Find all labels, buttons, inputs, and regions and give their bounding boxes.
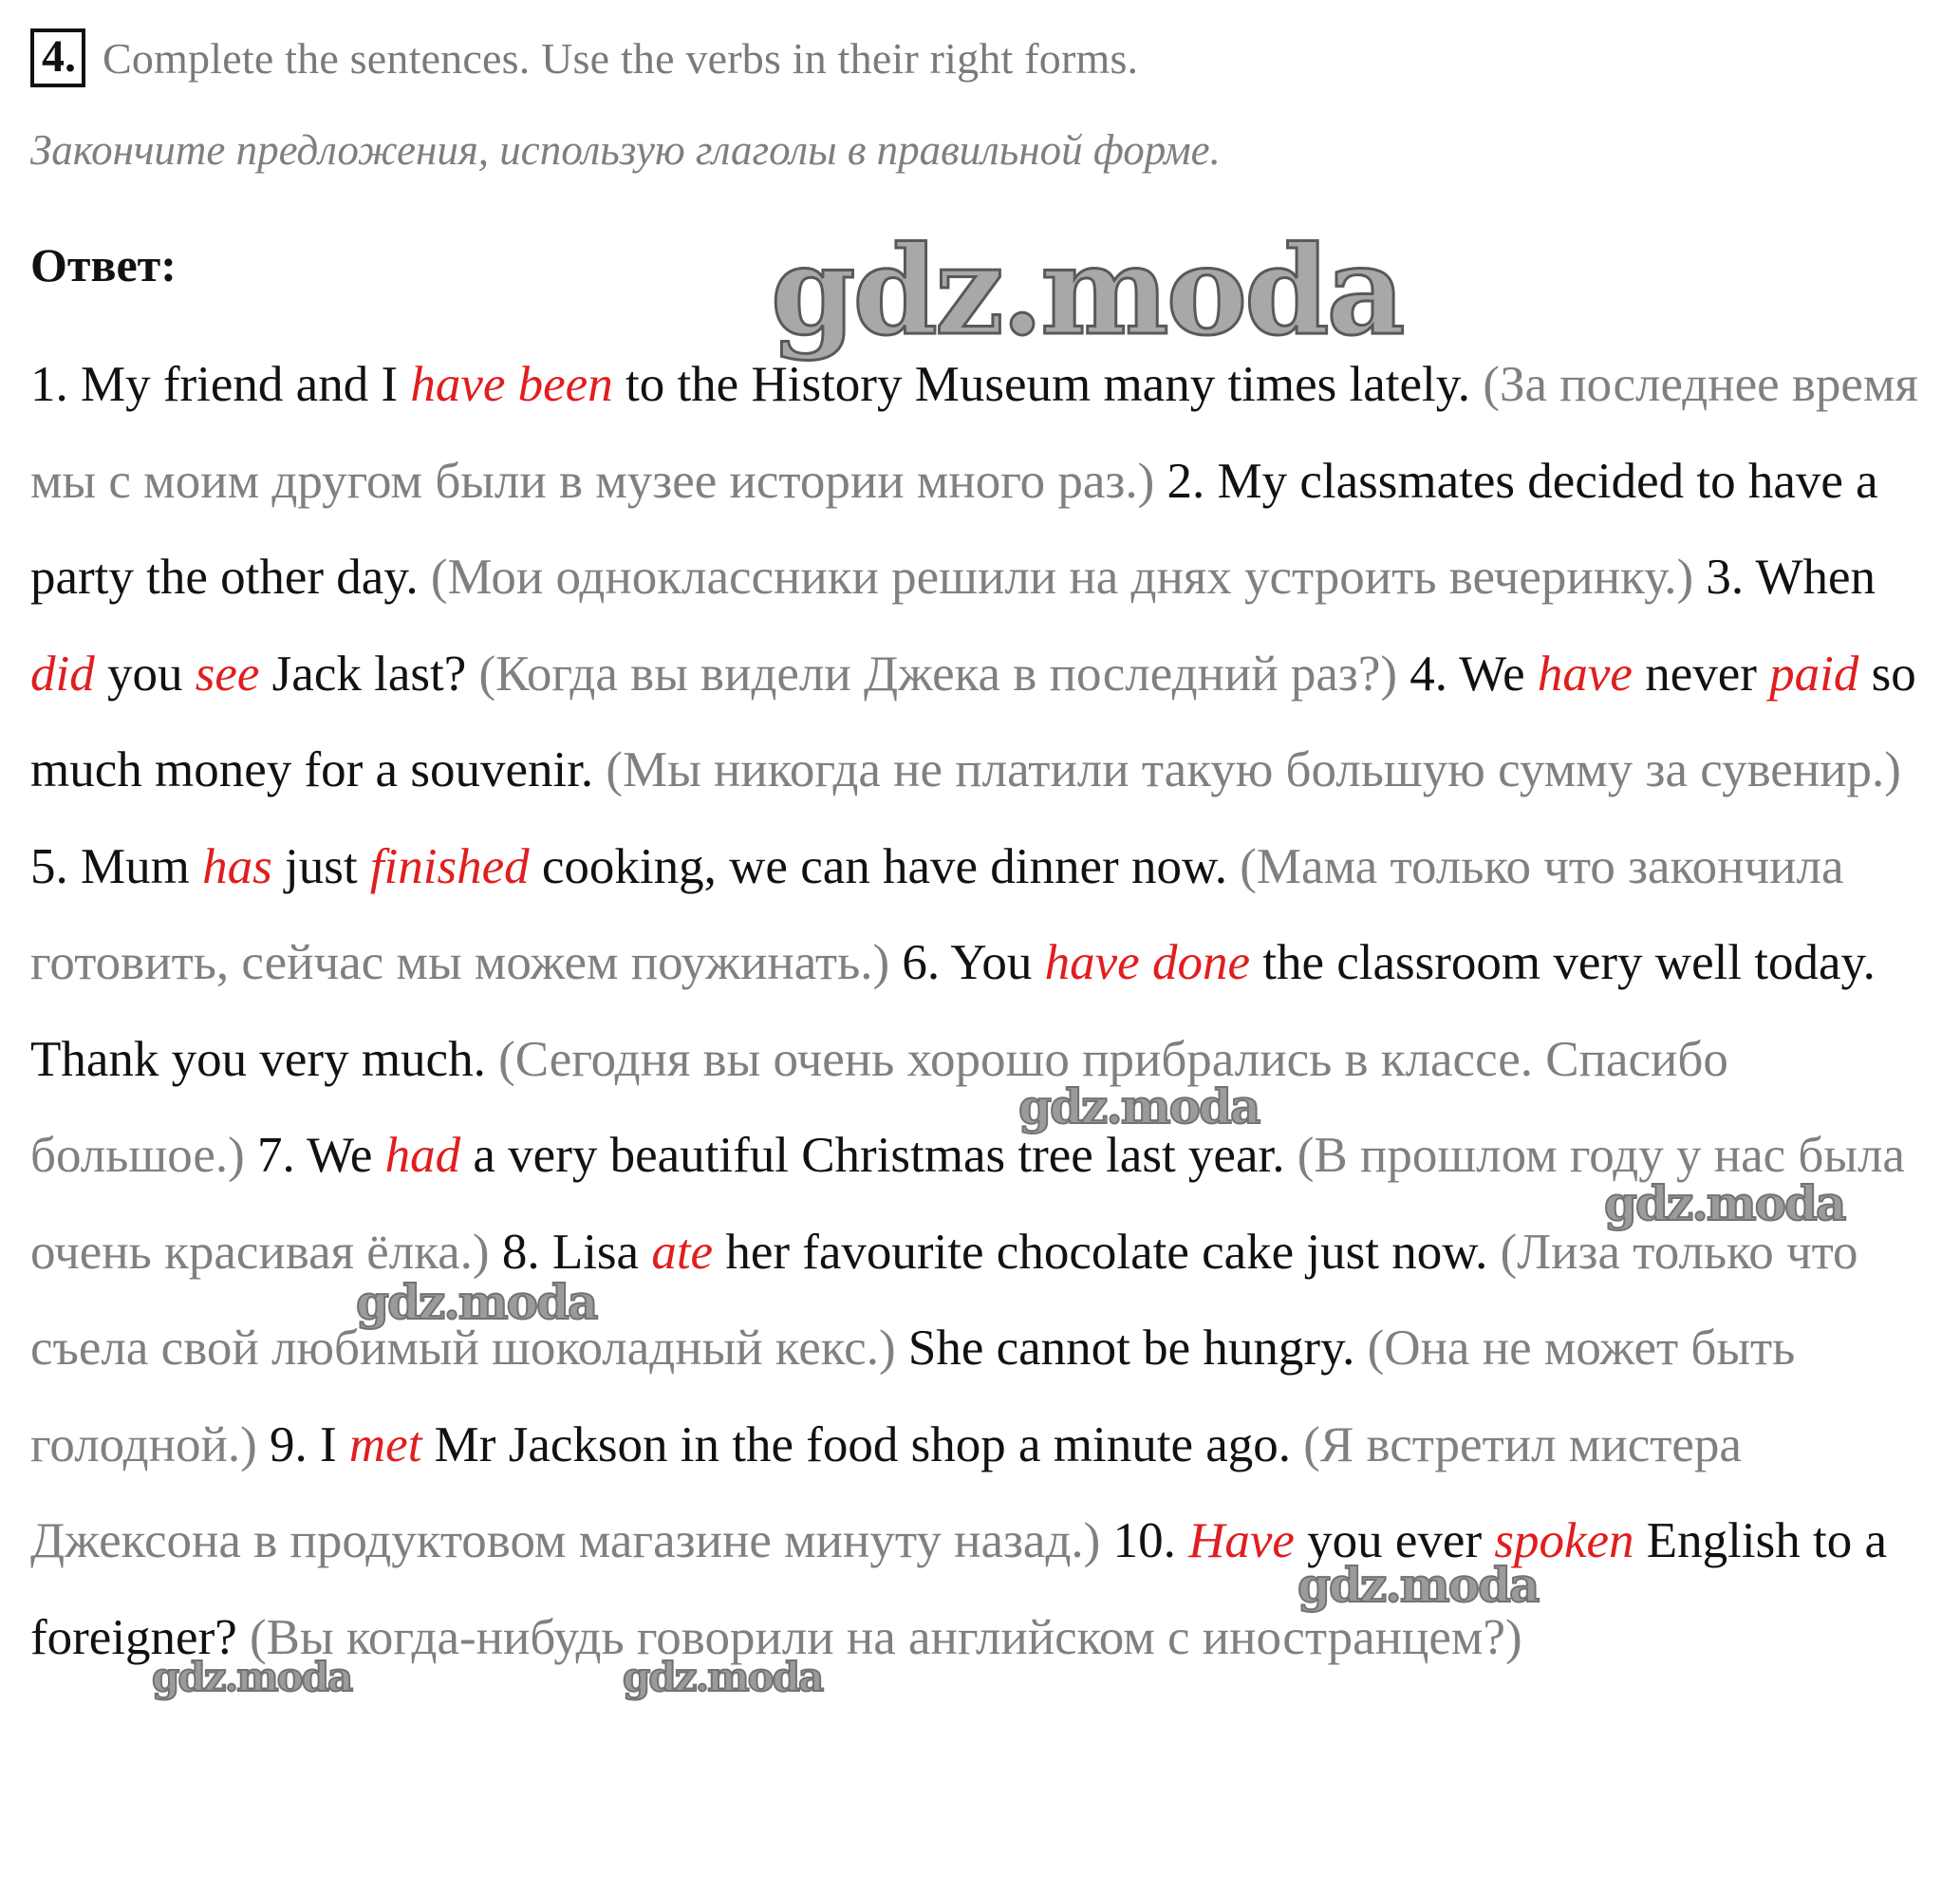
answer-paragraph xyxy=(30,337,1938,1686)
answer-verb: see xyxy=(195,646,260,702)
sentence-text: you xyxy=(94,646,196,702)
sentence-text: so much money for a souvenir. xyxy=(30,646,1916,797)
answer-verb: did xyxy=(30,646,95,702)
russian-translation: (Сегодня вы очень хорошо прибрались в классе. Спасибо большое.) xyxy=(30,1031,1728,1183)
watermark-small: gdz.moda xyxy=(1604,1175,1845,1231)
sentence-text: 10. xyxy=(1100,1513,1189,1568)
watermark-small: gdz.moda xyxy=(1297,1557,1539,1613)
task-number: 4. xyxy=(30,28,85,87)
answer-verb: has xyxy=(202,838,272,894)
sentence-text: you ever xyxy=(1294,1513,1495,1568)
russian-translation: (За последнее время мы с моим другом были в музее истории много раз.) xyxy=(30,357,1918,509)
watermark-small: gdz.moda xyxy=(1018,1078,1260,1134)
watermark-small: gdz.moda xyxy=(152,1654,352,1700)
answer-verb: met xyxy=(348,1416,422,1472)
answer-verb: had xyxy=(384,1128,461,1183)
sentence-text: the classroom very well today. Thank you very much. xyxy=(30,935,1876,1087)
sentence-text: Mr Jackson in the food shop a minute ago. xyxy=(421,1416,1304,1472)
sentence-text: 8. Lisa xyxy=(489,1224,652,1280)
russian-translation: (Лиза только что съела свой любимый шоколадный кекс.) xyxy=(30,1224,1858,1376)
sentence-text: 7. We xyxy=(244,1128,385,1183)
answer-verb: spoken xyxy=(1494,1513,1634,1568)
sentence-text: just xyxy=(271,838,370,894)
sentence-text: 9. I xyxy=(256,1416,349,1472)
russian-translation: (Вы когда-нибудь говорили на английском с иностранцем?) xyxy=(250,1609,1522,1665)
sentence-text: 3. When xyxy=(1693,550,1876,605)
sentence-text: 2. My classmates decided to have a party the other day. xyxy=(30,453,1878,605)
sentence-text: English to a foreigner? xyxy=(30,1513,1887,1665)
sentence-text: 5. Mum xyxy=(30,838,203,894)
russian-translation: (В прошлом году у нас была очень красивая ёлка.) xyxy=(30,1128,1905,1280)
watermark-small: gdz.moda xyxy=(623,1654,823,1700)
sentence-text: to the History Museum many times lately. xyxy=(612,357,1484,412)
answer-verb: ate xyxy=(651,1224,714,1280)
task-instruction: Complete the sentences. Use the verbs in their right forms. xyxy=(103,33,1139,83)
russian-translation: (Мама только что закончила готовить, сейчас мы можем поужинать.) xyxy=(30,838,1844,990)
russian-translation: (Когда вы видели Джека в последний раз?) xyxy=(478,646,1398,702)
sentence-text: her favourite chocolate cake just now. xyxy=(713,1224,1501,1280)
russian-translation: (Мы никогда не платили такую большую сумму за сувенир.) xyxy=(606,742,1901,797)
sentence-text: cooking, we can have dinner now. xyxy=(529,838,1241,894)
sentence-text: 6. You xyxy=(889,935,1045,990)
sentence-text: never xyxy=(1632,646,1770,702)
sentence-text: 1. My friend and I xyxy=(30,357,411,412)
russian-translation: (Я встретил мистера Джексона в продуктовом магазине минуту назад.) xyxy=(30,1416,1742,1568)
watermark-small: gdz.moda xyxy=(356,1274,597,1330)
answer-verb: finished xyxy=(369,838,530,894)
sentence-text: a very beautiful Christmas tree last year. xyxy=(460,1128,1297,1183)
answer-verb: have xyxy=(1537,646,1633,702)
answer-verb: paid xyxy=(1769,646,1859,702)
russian-translation: (Она не может быть голодной.) xyxy=(30,1321,1796,1472)
answer-verb: Have xyxy=(1188,1513,1295,1568)
sentence-text: She cannot be hungry. xyxy=(895,1321,1368,1376)
answer-verb: have been xyxy=(410,357,613,412)
answer-label: Ответ: xyxy=(30,238,177,291)
sentence-text: 4. We xyxy=(1397,646,1538,702)
watermark-main: gdz.moda xyxy=(771,220,1403,363)
task-translation: Закончите предложения, использую глаголы в правильной форме. xyxy=(30,126,1221,174)
answer-verb: have done xyxy=(1044,935,1250,990)
sentence-text: Jack last? xyxy=(259,646,479,702)
task-header xyxy=(30,28,1138,87)
russian-translation: (Мои одноклассники решили на днях устроить вечеринку.) xyxy=(430,550,1694,605)
